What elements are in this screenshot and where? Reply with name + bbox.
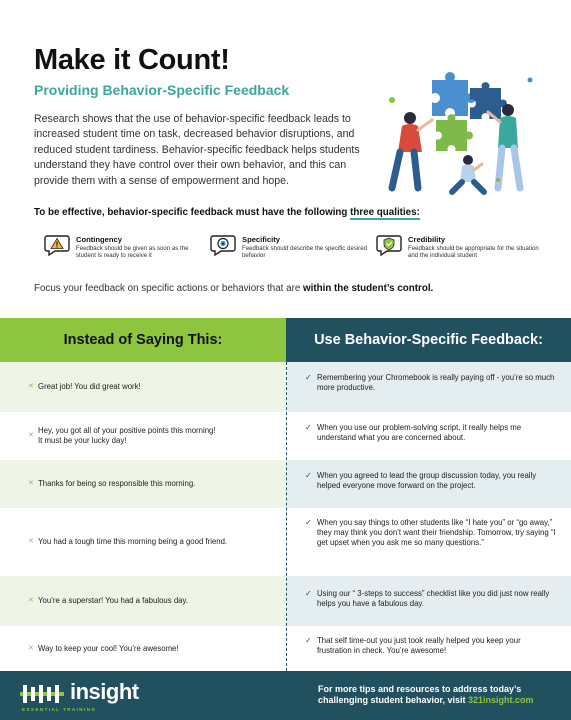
instead-cell [28, 460, 278, 508]
page-subtitle: Providing Behavior-Specific Feedback [34, 82, 290, 98]
table-row [0, 460, 286, 508]
intro-paragraph: Research shows that the use of behavior-specific feedback leads to increased student time on task, decreased behavior disruptions, and reduced student tardiness. Behavior-specific feedback helps students understand they have control over their own behavior, and this can provide them with a sense of empowerment and hope. [34, 113, 360, 187]
quality-specificity [210, 232, 370, 272]
use-text: Remembering your Chromebook is really paying off - you’re so much more productive. [317, 373, 555, 392]
footer-line-1: For more tips and resources to address today’s [318, 684, 522, 694]
quality-title: Contingency [76, 235, 122, 244]
website-link[interactable]: 321insight.com [468, 695, 534, 705]
use-cell [305, 518, 557, 548]
logo-mark-icon [20, 683, 64, 705]
table-row [0, 412, 286, 460]
comparison-table [0, 318, 571, 671]
quality-credibility [376, 232, 546, 272]
instead-text: Way to keep your cool! You’re awesome! [38, 643, 179, 653]
focus-bold: within the student’s control. [303, 283, 434, 294]
use-header: Use Behavior-Specific Feedback: [286, 318, 571, 362]
table-row [287, 626, 571, 671]
puzzle-piece-bottom [436, 114, 473, 151]
instead-column [0, 362, 286, 671]
focus-prefix: Focus your feedback on specific actions or behaviors that are [34, 283, 304, 294]
logo-text: insight [70, 679, 139, 704]
table-row [0, 626, 286, 671]
puzzle-piece-top [432, 72, 476, 116]
puzzle-team-illustration [370, 60, 545, 200]
use-cell [305, 423, 557, 443]
three-qualities-highlight: three qualities: [350, 207, 420, 218]
instead-text: Thanks for being so responsible this morning. [38, 479, 196, 488]
table-row [0, 576, 286, 626]
insight-logo [20, 681, 170, 711]
effective-prefix: To be effective, behavior-specific feedback must have the following [34, 207, 351, 218]
x-icon: ✕ [28, 597, 34, 604]
instead-cell [28, 576, 278, 626]
warning-icon [44, 232, 70, 256]
use-cell [305, 373, 557, 393]
table-row [287, 362, 571, 412]
footer-message [318, 684, 558, 706]
footer [0, 671, 571, 720]
checkmark-icon: ✓ [305, 518, 312, 527]
person-bottom [452, 155, 484, 192]
logo-subtitle: ESSENTIAL TRAINING [22, 707, 97, 712]
quality-description: Feedback should describe the specific desired behavior [242, 245, 367, 260]
quality-title: Credibility [408, 235, 446, 244]
target-icon [210, 232, 236, 256]
use-text: When you say things to other students like “I hate you” or “go away,” they may think you don’t want their friendship. Tomorrow, try saying “I get upset when you ask me so many questions.” [317, 518, 556, 547]
footer-line-2 [318, 695, 558, 706]
instead-cell [28, 508, 278, 576]
instead-header: Instead of Saying This: [0, 318, 286, 362]
instead-cell [28, 626, 278, 671]
use-text: That self time-out you just took really helped you keep your frustration in check. You’re awesome! [317, 636, 521, 655]
quality-description: Feedback should be given as soon as the student is ready to receive it [76, 245, 189, 260]
footer-line-2-text: challenging student behavior, visit [318, 695, 469, 705]
x-icon: ✕ [28, 480, 34, 487]
use-text: When you use our problem-solving script, it really helps me understand what you are concerned about. [317, 423, 522, 442]
use-cell [305, 471, 557, 491]
table-row [0, 508, 286, 576]
qualities-row [34, 232, 544, 272]
table-row [287, 412, 571, 460]
instead-text: Great job! You did great work! [38, 382, 141, 391]
x-icon: ✕ [28, 644, 34, 652]
instead-text: You had a tough time this morning being a good friend. [38, 537, 228, 546]
x-icon: ✕ [28, 432, 34, 439]
shield-check-icon [376, 232, 402, 256]
instead-cell [28, 412, 278, 460]
checkmark-icon: ✓ [305, 636, 312, 645]
table-row [287, 460, 571, 508]
focus-statement [34, 283, 433, 294]
person-left [392, 112, 432, 188]
table-row [287, 576, 571, 626]
person-right [488, 104, 520, 188]
use-text: Using our “ 3-steps to success” checklist like you did just now really helps you have a fabulous day. [317, 589, 550, 608]
page-title: Make it Count! [34, 44, 230, 76]
instead-cell [28, 362, 278, 412]
checkmark-icon: ✓ [305, 423, 312, 432]
instead-text: You’re a superstar! You had a fabulous day. [38, 596, 188, 605]
checkmark-icon: ✓ [305, 589, 312, 598]
effective-statement [34, 207, 420, 218]
table-row [0, 362, 286, 412]
use-cell [305, 636, 557, 656]
checkmark-icon: ✓ [305, 373, 312, 382]
quality-title: Specificity [242, 235, 280, 244]
checkmark-icon: ✓ [305, 471, 312, 480]
use-column [286, 362, 571, 671]
quality-contingency [44, 232, 204, 272]
table-row [287, 508, 571, 576]
x-icon: ✕ [28, 383, 34, 390]
quality-description: Feedback should be appropriate for the situation and the individual student [408, 245, 539, 260]
instead-text: Hey, you got all of your positive points this morning! It must be your lucky day! [38, 426, 216, 445]
x-icon: ✕ [28, 538, 34, 545]
use-text: When you agreed to lead the group discussion today, you really helped everyone move forward on the project. [317, 471, 537, 490]
use-cell [305, 589, 557, 609]
